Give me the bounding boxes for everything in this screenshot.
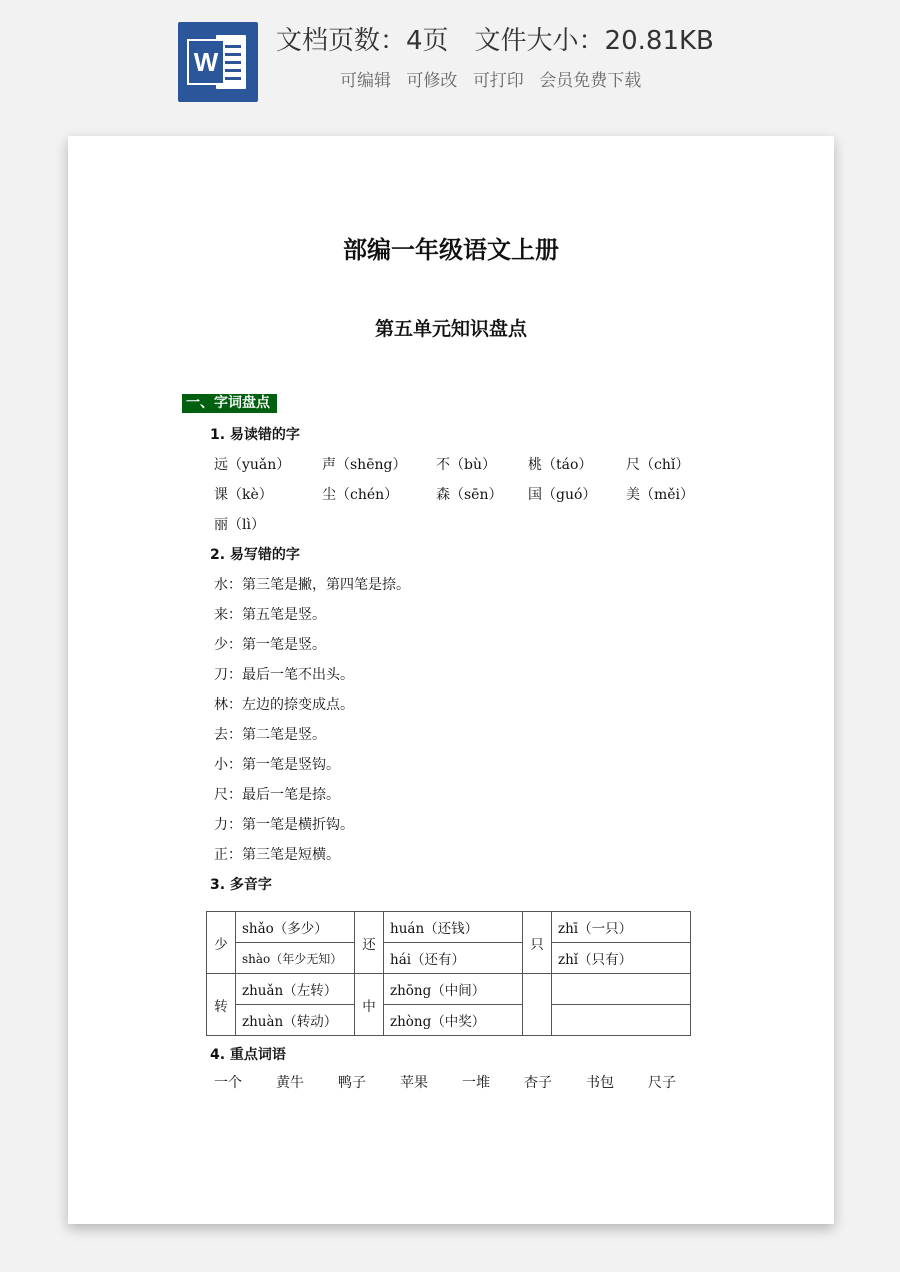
- document-page: [68, 136, 834, 1224]
- easy-read-item: 不（bù）: [436, 457, 496, 473]
- easy-read-item: 声（shēng）: [322, 457, 407, 473]
- easy-write-item: 正：第三笔是短横。: [214, 847, 340, 863]
- polyphone-reading: hái（还有）: [384, 943, 523, 974]
- heading-key-words: 4. 重点词语: [210, 1047, 286, 1063]
- polyphone-char: 少: [207, 912, 236, 974]
- heading-easy-read: 1. 易读错的字: [210, 427, 300, 443]
- polyphone-reading: huán（还钱）: [384, 912, 523, 943]
- heading-easy-write: 2. 易写错的字: [210, 547, 300, 563]
- doc-subtitle: 第五单元知识盘点: [374, 318, 527, 340]
- key-word: 一堆: [462, 1075, 490, 1091]
- easy-write-item: 小：第一笔是竖钩。: [214, 757, 340, 773]
- page-count: 文档页数：4页: [276, 26, 449, 56]
- heading-polyphone: 3. 多音字: [210, 877, 272, 893]
- key-word: 鸭子: [338, 1075, 366, 1091]
- polyphone-reading: zhòng（中奖）: [384, 1005, 523, 1036]
- polyphone-char: 转: [207, 974, 236, 1036]
- easy-write-item: 来：第五笔是竖。: [214, 607, 326, 623]
- easy-read-item: 远（yuǎn）: [214, 457, 291, 473]
- download-banner: [0, 0, 900, 130]
- easy-read-item: 国（guó）: [528, 487, 597, 503]
- feature-list: [340, 66, 651, 92]
- table-row: [207, 1005, 691, 1036]
- key-word: 杏子: [524, 1075, 552, 1091]
- easy-write-item: 力：第一笔是横折钩。: [214, 817, 354, 833]
- easy-read-item: 桃（táo）: [528, 457, 593, 473]
- easy-read-item: 丽（lì）: [214, 517, 265, 533]
- easy-write-item: 少：第一笔是竖。: [214, 637, 326, 653]
- key-word: 书包: [586, 1075, 614, 1091]
- polyphone-char: 中: [355, 974, 384, 1036]
- polyphone-reading: zhuàn（转动）: [236, 1005, 355, 1036]
- word-document-icon: [178, 22, 258, 102]
- key-word: 黄牛: [276, 1075, 304, 1091]
- polyphone-reading: zhǐ（只有）: [552, 943, 691, 974]
- easy-read-item: 森（sēn）: [436, 487, 503, 503]
- polyphone-char: 还: [355, 912, 384, 974]
- feature-free-download: 会员免费下载: [539, 71, 642, 91]
- easy-write-item: 林：左边的捺变成点。: [214, 697, 354, 713]
- file-size: 文件大小：20.81KB: [474, 26, 714, 56]
- easy-read-item: 尘（chén）: [322, 487, 399, 503]
- key-word: 一个: [214, 1075, 242, 1091]
- empty-cell: [552, 1005, 691, 1036]
- easy-read-item: 尺（chǐ）: [626, 457, 690, 473]
- easy-read-item: 课（kè）: [214, 487, 273, 503]
- polyphone-char: 只: [523, 912, 552, 974]
- easy-write-item: 刀：最后一笔不出头。: [214, 667, 354, 683]
- polyphone-reading: zhī（一只）: [552, 912, 691, 943]
- easy-write-item: 尺：最后一笔是捺。: [214, 787, 340, 803]
- table-row: [207, 943, 691, 974]
- easy-read-row-2: [214, 484, 734, 504]
- polyphone-reading: zhuǎn（左转）: [236, 974, 355, 1005]
- easy-write-item: 去：第二笔是竖。: [214, 727, 326, 743]
- doc-title: 部编一年级语文上册: [343, 236, 559, 264]
- file-meta: [276, 20, 740, 60]
- easy-read-row-3: [214, 514, 734, 534]
- feature-editable: 可编辑: [340, 71, 391, 91]
- empty-cell: [552, 974, 691, 1005]
- polyphone-reading: zhōng（中间）: [384, 974, 523, 1005]
- key-word: 尺子: [648, 1075, 676, 1091]
- table-row: [207, 974, 691, 1005]
- easy-write-item: 水：第三笔是撇，第四笔是捺。: [214, 577, 410, 593]
- easy-read-row-1: [214, 454, 734, 474]
- word-logo-letter: W: [187, 39, 225, 85]
- polyphone-reading: shào（年少无知）: [236, 943, 355, 974]
- feature-modifiable: 可修改: [406, 71, 458, 91]
- polyphone-table: [206, 911, 691, 1036]
- easy-read-item: 美（měi）: [626, 487, 695, 503]
- feature-printable: 可打印: [472, 71, 524, 91]
- polyphone-reading: shǎo（多少）: [236, 912, 355, 943]
- table-row: [207, 912, 691, 943]
- empty-cell: [523, 974, 552, 1036]
- key-words-row: [214, 1072, 734, 1092]
- section-heading-1: 一、字词盘点: [182, 394, 277, 413]
- key-word: 苹果: [400, 1075, 428, 1091]
